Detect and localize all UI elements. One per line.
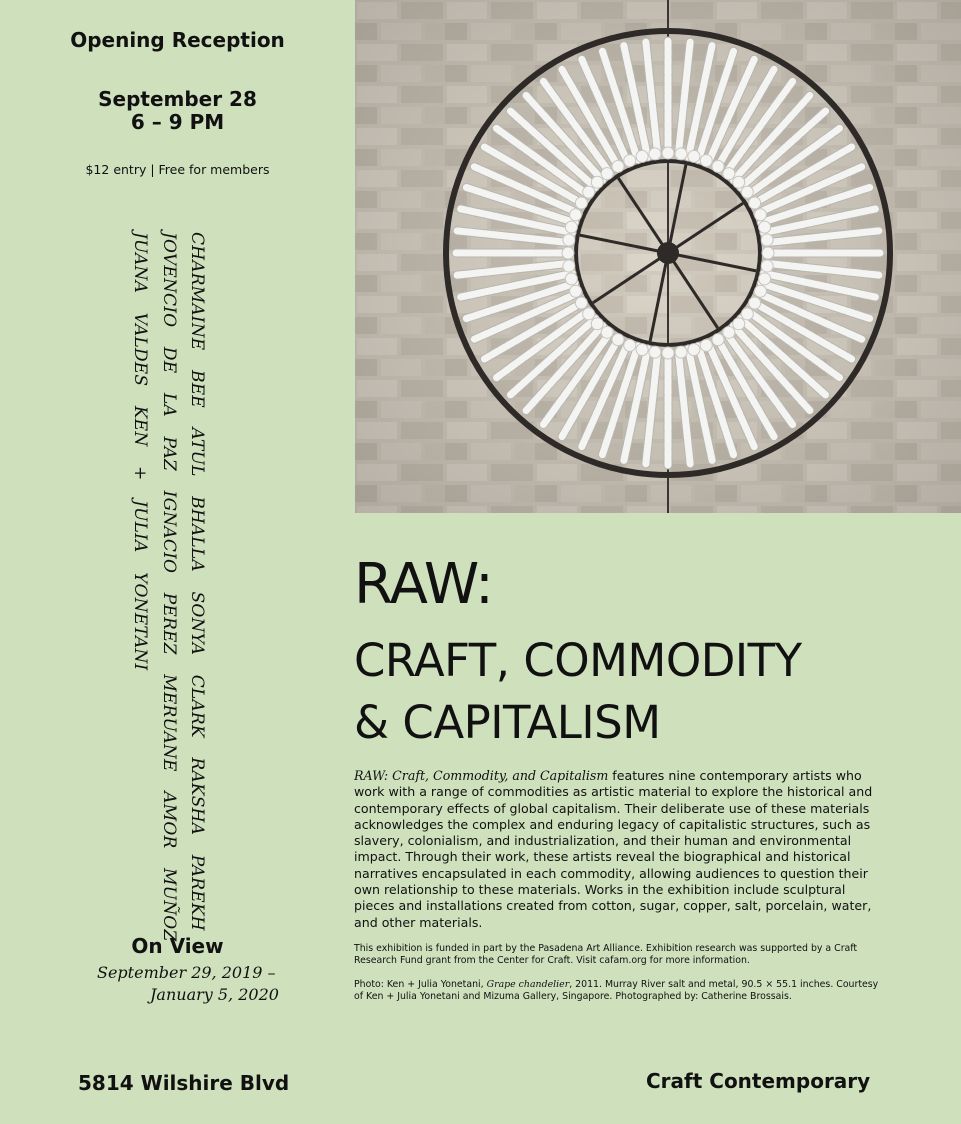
salt-bead [583,186,595,198]
salt-bead [636,344,648,356]
salt-bead [712,160,724,172]
salt-bead [624,339,636,351]
salt-bead [601,326,613,338]
on-view-title: On View [131,934,224,958]
salt-bead [636,150,648,162]
salt-bead [612,334,624,346]
salt-bead [662,347,674,359]
on-view-start-date: September 29, 2019 – [97,963,276,982]
description-body: features nine contemporary artists who work with a range of commodities as artistic material to explore the historical and contemporary effects of global capitalism. Their deliberate use of these materials acknowledges the complex and enduring legacy of capitalistic structures, such as slavery, colonialism, and industrialization, and their human and environmental impact. Through their work, these artists reveal the biographical and historical narratives encapsulated in each commodity, allowing audiences to question their own relationship to these materials. Works in the exhibition include sculptural pieces and installations created from cotton, sugar, copper, salt, porcelain, water, and other materials. [354,768,873,930]
salt-bead [761,260,773,272]
credit-work-title: Grape chandelier [486,979,570,990]
salt-bead [624,155,636,167]
salt-bead [700,339,712,351]
salt-bead [741,186,753,198]
funding-note: This exhibition is funded in part by the Pasadena Art Alliance. Exhibition research was supported by a Craft Research Fund grant from the Center for Craft. Visit cafam.org for more information. [354,943,858,966]
salt-bead [662,147,674,159]
artist-list-column-3: JUANA VALDES KEN + JULIA YONETANI [130,232,150,671]
salt-bead [754,285,766,297]
salt-bead [749,197,761,209]
salt-bead [723,326,735,338]
salt-bead [749,297,761,309]
salt-bead [649,346,661,358]
artist-list-column-1: CHARMAINE BEE ATUL BHALLA SONYA CLARK RAKSHA PAREKH [187,232,207,931]
center-hub [657,242,679,264]
salt-bead [575,297,587,309]
reception-date: September 28 [98,87,257,111]
salt-bead [761,234,773,246]
salt-bead [570,285,582,297]
reception-time: 6 – 9 PM [130,110,225,134]
credit-suffix: , 2011. Murray River salt and metal, 90.5 × 55.1 inches. Courtesy of Ken + Julia Yonetani and Mizuma Gallery, Singapore. Photographed by: Catherine Brossais. [354,979,879,1002]
salt-bead [591,318,603,330]
salt-bead [563,260,575,272]
organization-name: Craft Contemporary [646,1069,871,1093]
salt-bead [733,176,745,188]
chandelier [446,31,890,475]
salt-bead [759,273,771,285]
salt-bead [649,148,661,160]
exhibition-title-line-1: RAW: [354,552,493,617]
salt-bead [591,176,603,188]
salt-bead [570,209,582,221]
credit-prefix: Photo: Ken + Julia Yonetani, [354,979,487,990]
salt-bead [563,234,575,246]
entry-price: $12 entry | Free for members [85,162,270,177]
salt-bead [675,148,687,160]
salt-bead [762,247,774,259]
salt-bead [700,155,712,167]
salt-bead [754,209,766,221]
opening-reception-title: Opening Reception [70,28,285,52]
salt-bead [612,160,624,172]
salt-bead [583,308,595,320]
salt-bead [565,221,577,233]
salt-bead [562,247,574,259]
exhibition-title-line-2: CRAFT, COMMODITY [354,634,802,687]
salt-bead [733,318,745,330]
address: 5814 Wilshire Blvd [78,1071,290,1095]
chandelier-image [355,0,961,513]
salt-bead [575,197,587,209]
salt-bead [712,334,724,346]
description-exhibition-title: RAW: Craft, Commodity, and Capitalism [354,768,609,783]
exhibition-title-line-3: & CAPITALISM [354,696,661,749]
exhibition-description [354,768,884,931]
salt-bead [688,344,700,356]
salt-bead [723,168,735,180]
salt-bead [688,150,700,162]
salt-bead [601,168,613,180]
photo-credit [354,979,884,1003]
exhibition-photo [355,0,961,513]
salt-bead [759,221,771,233]
salt-bead [565,273,577,285]
salt-bead [675,346,687,358]
salt-bead [741,308,753,320]
artist-list-column-2: JOVENCIO DE LA PAZ IGNACIO PEREZ MERUANE AMOR MUÑOZ [159,232,179,942]
on-view-end-date: January 5, 2020 [150,985,279,1004]
